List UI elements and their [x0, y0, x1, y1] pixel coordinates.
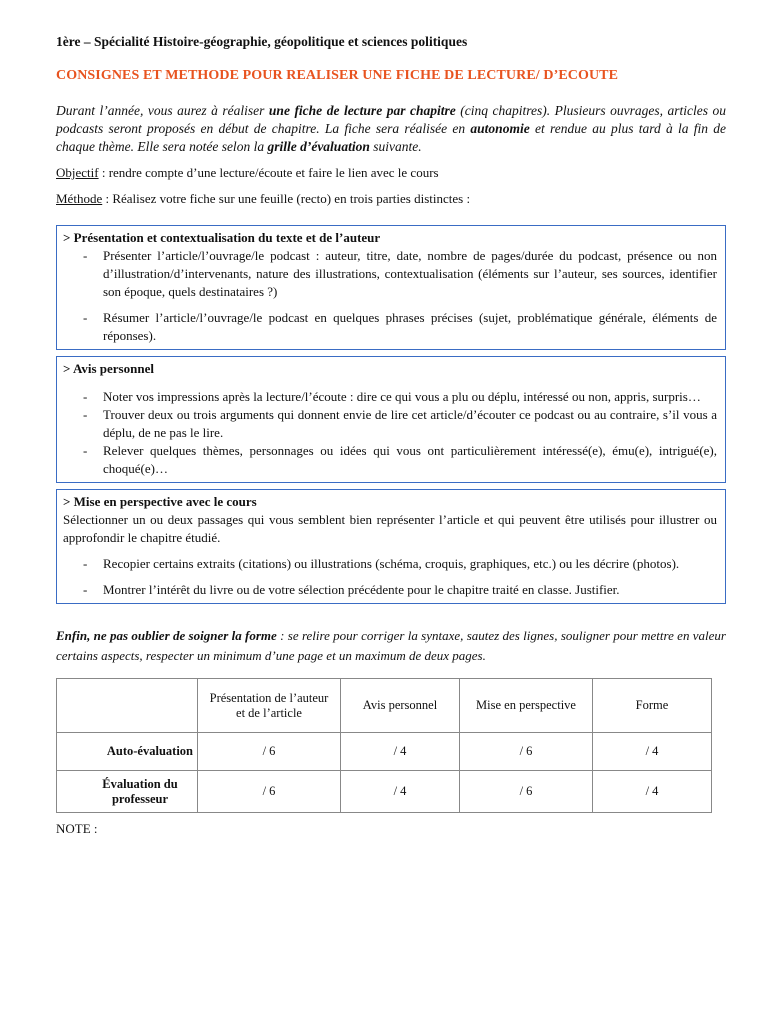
objectif-line	[56, 164, 726, 182]
closing-paragraph	[56, 626, 726, 666]
table-cell: / 6	[460, 771, 593, 813]
table-cell: / 6	[198, 771, 341, 813]
objectif-label: Objectif	[56, 165, 99, 180]
section-list	[63, 247, 717, 345]
table-cell: / 4	[593, 733, 712, 771]
document-title: CONSIGNES ET METHODE POUR REALISER UNE FICHE DE LECTURE/ D’ECOUTE	[56, 68, 619, 83]
list-item: - Noter vos impressions après la lecture/l’écoute : dire ce qui vous a plu ou déplu, intéressé ou non, appris, surpris…	[63, 388, 717, 406]
table-cell: / 4	[341, 771, 460, 813]
section-title: > Avis personnel	[63, 361, 154, 376]
row-label: Évaluation du professeur	[57, 771, 198, 813]
table-header-cell: Présentation de l’auteur et de l’article	[198, 679, 341, 733]
table-header-cell: Avis personnel	[341, 679, 460, 733]
intro-bold-2: autonomie	[470, 121, 530, 136]
table-cell: / 6	[460, 733, 593, 771]
section-list	[63, 555, 717, 599]
list-item: - Relever quelques thèmes, personnages ou idées qui vous ont particulièrement intéressé(e), ému(e), intrigué(e), choqué(e)…	[63, 442, 717, 478]
section-avis	[56, 356, 726, 483]
section-intro: Sélectionner un ou deux passages qui vous semblent bien représenter l’article et qui peuvent être utilisés pour illustrer ou approfondir le chapitre étudié.	[63, 512, 717, 545]
methode-text: : Réalisez votre fiche sur une feuille (recto) en trois parties distinctes :	[102, 191, 471, 206]
closing-bold: Enfin, ne pas oublier de soigner la forme	[56, 628, 277, 643]
list-item: - Présenter l’article/l’ouvrage/le podcast : auteur, titre, date, nombre de pages/durée du podcast, présence ou non d’illustration/d’intervenants, nature des illustrations, contextualisation (éléments sur l’auteur, ses sources, identifier son époque, quels destinataires ?)	[63, 247, 717, 301]
intro-text-3: et rendue au plus tard à la fin de chaque thème. Elle sera notée selon la	[56, 121, 726, 154]
intro-text-4: suivante.	[369, 139, 422, 154]
table-cell: / 4	[341, 733, 460, 771]
note-label: NOTE :	[56, 821, 98, 836]
section-presentation	[56, 225, 726, 350]
methode-label: Méthode	[56, 191, 103, 206]
intro-bold-1: une fiche de lecture par chapitre	[268, 103, 456, 118]
intro-text-1: Durant l’année, vous aurez à réaliser	[56, 103, 269, 118]
table-header-cell: Mise en perspective	[460, 679, 593, 733]
table-corner-cell	[57, 679, 198, 733]
intro-text-2: (cinq chapitres). Plusieurs ouvrages, articles ou podcasts seront proposés en début de chapitre. La fiche sera réalisée en	[56, 103, 726, 136]
list-item: - Recopier certains extraits (citations) ou illustrations (schéma, croquis, graphiques, etc.) ou les décrire (photos).	[63, 555, 717, 573]
document-page	[56, 34, 726, 837]
table-header-row	[57, 679, 712, 733]
intro-bold-3: grille d’évaluation	[267, 139, 370, 154]
table-row	[57, 771, 712, 813]
list-item: - Montrer l’intérêt du livre ou de votre sélection précédente pour le chapitre traité en classe. Justifier.	[63, 581, 717, 599]
table-cell: / 4	[593, 771, 712, 813]
intro-paragraph	[56, 102, 726, 156]
table-row	[57, 733, 712, 771]
table-header-cell: Forme	[593, 679, 712, 733]
list-item: - Résumer l’article/l’ouvrage/le podcast en quelques phrases précises (sujet, problématique générale, éléments de réponses).	[63, 309, 717, 345]
list-item: - Trouver deux ou trois arguments qui donnent envie de lire cet article/d’écouter ce podcast ou au contraire, s’il vous a déplu, de ne pas le lire.	[63, 406, 717, 442]
section-title: > Mise en perspective avec le cours	[63, 494, 257, 509]
row-label: Auto-évaluation	[57, 733, 198, 771]
table-cell: / 6	[198, 733, 341, 771]
evaluation-grid	[56, 678, 712, 813]
closing-text: : se relire pour corriger la syntaxe, sautez des lignes, souligner pour mettre en valeur certains aspects, respecter un minimum d’une page et un maximum de deux pages.	[56, 628, 726, 663]
objectif-text: : rendre compte d’une lecture/écoute et faire le lien avec le cours	[98, 165, 439, 180]
methode-line	[56, 190, 726, 208]
section-perspective	[56, 489, 726, 604]
course-header: 1ère – Spécialité Histoire-géographie, géopolitique et sciences politiques	[56, 34, 468, 49]
section-list	[63, 388, 717, 478]
section-title: > Présentation et contextualisation du texte et de l’auteur	[63, 230, 381, 245]
